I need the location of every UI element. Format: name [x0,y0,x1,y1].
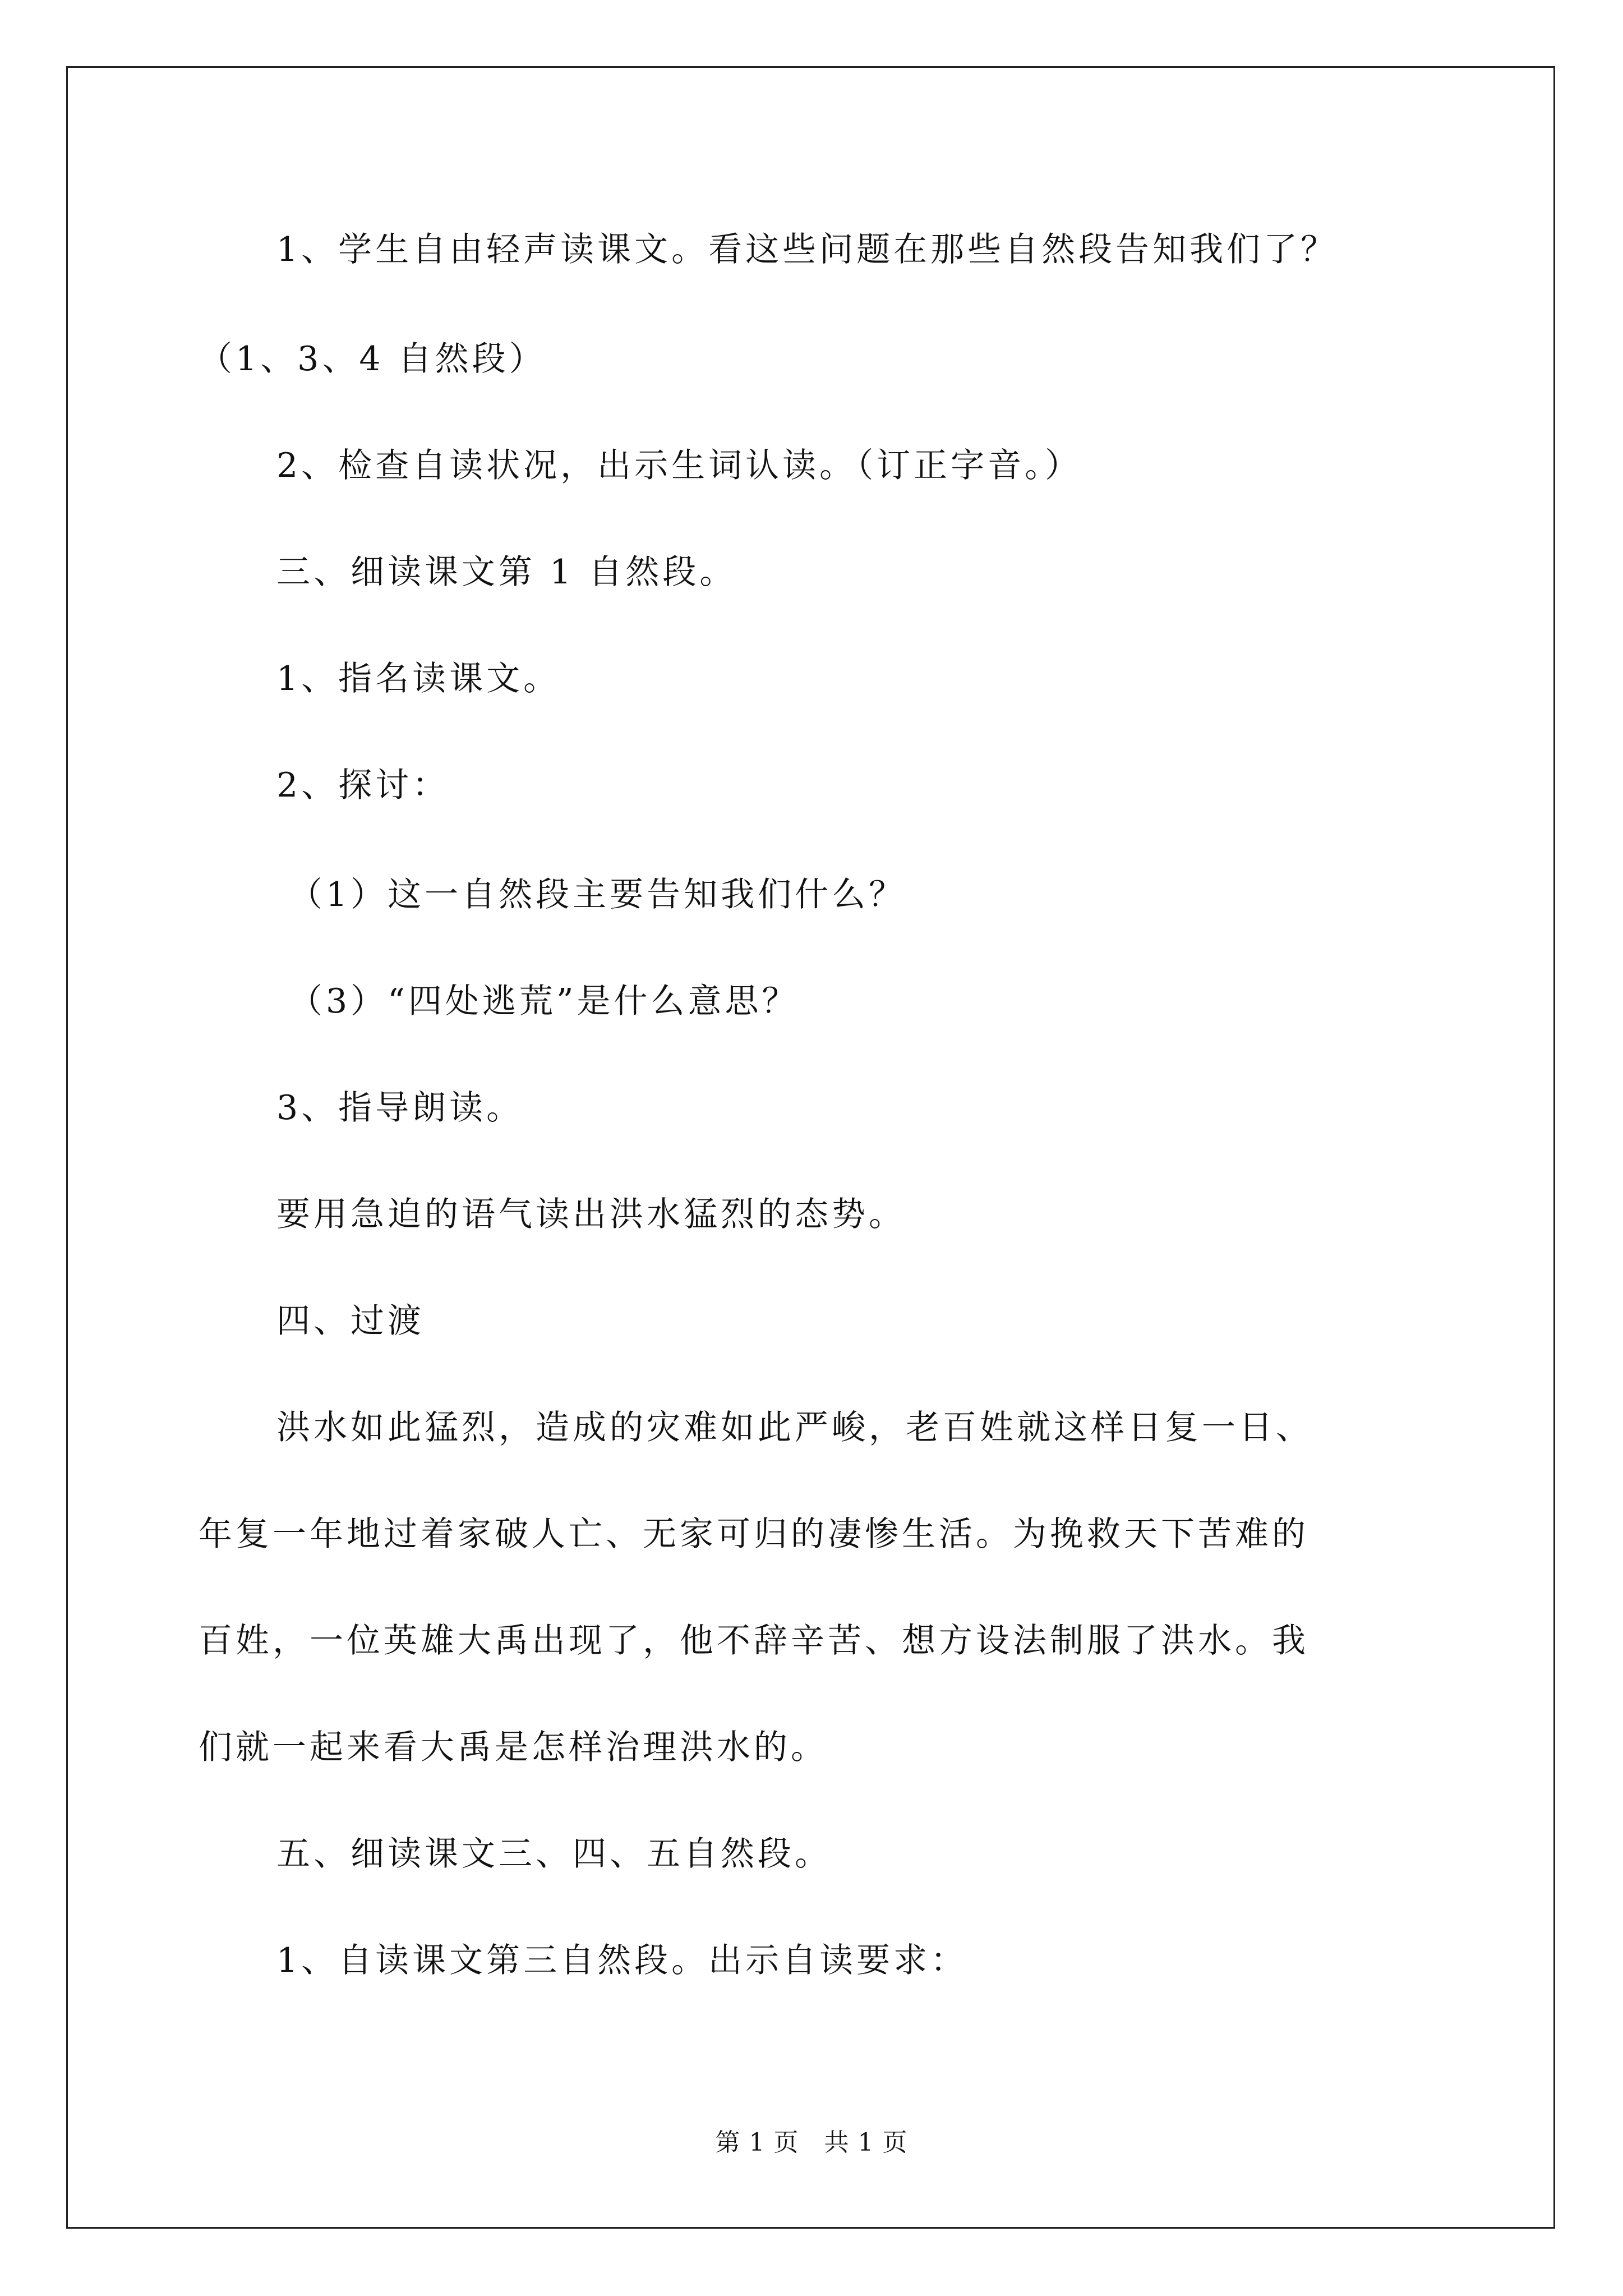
paragraph-line-2: （1、3、4 自然段） [199,339,546,379]
paragraph-line-13: 年复一年地过着家破人亡、无家可归的凄惨生活。为挽救天下苦难的 [199,1515,1309,1554]
question-1: （1）这一自然段主要告知我们什么？ [289,875,906,914]
paragraph-line-5: 1、指名读课文。 [276,659,561,698]
page-border [66,66,1555,2229]
paragraph-line-14: 百姓，一位英雄大禹出现了，他不辞辛苦、想方设法制服了洪水。我 [199,1621,1309,1660]
paragraph-line-10: 要用急迫的语气读出洪水猛烈的态势。 [276,1195,906,1234]
paragraph-line-9: 3、指导朗读。 [276,1088,524,1128]
paragraph-line-17: 1、自读课文第三自然段。出示自读要求： [276,1941,968,1980]
paragraph-line-6: 2、探讨： [276,766,450,805]
paragraph-line-3: 2、检查自读状况，出示生词认读。（订正字音。） [276,446,1082,485]
section-heading-3: 三、细读课文第 1 自然段。 [276,553,737,592]
paragraph-line-1: 1、学生自由轻声读课文。看这些问题在那些自然段告知我们了？ [276,230,1338,269]
paragraph-line-12: 洪水如此猛烈，造成的灾难如此严峻，老百姓就这样日复一日、 [276,1408,1313,1447]
section-heading-4: 四、过渡 [276,1301,425,1341]
page-footer: 第 1 页 共 1 页 [715,2128,908,2157]
question-3: （3）“四处逃荒”是什么意思？ [289,982,799,1021]
paragraph-line-15: 们就一起来看大禹是怎样治理洪水的。 [199,1728,828,1767]
section-heading-5: 五、细读课文三、四、五自然段。 [276,1834,832,1874]
